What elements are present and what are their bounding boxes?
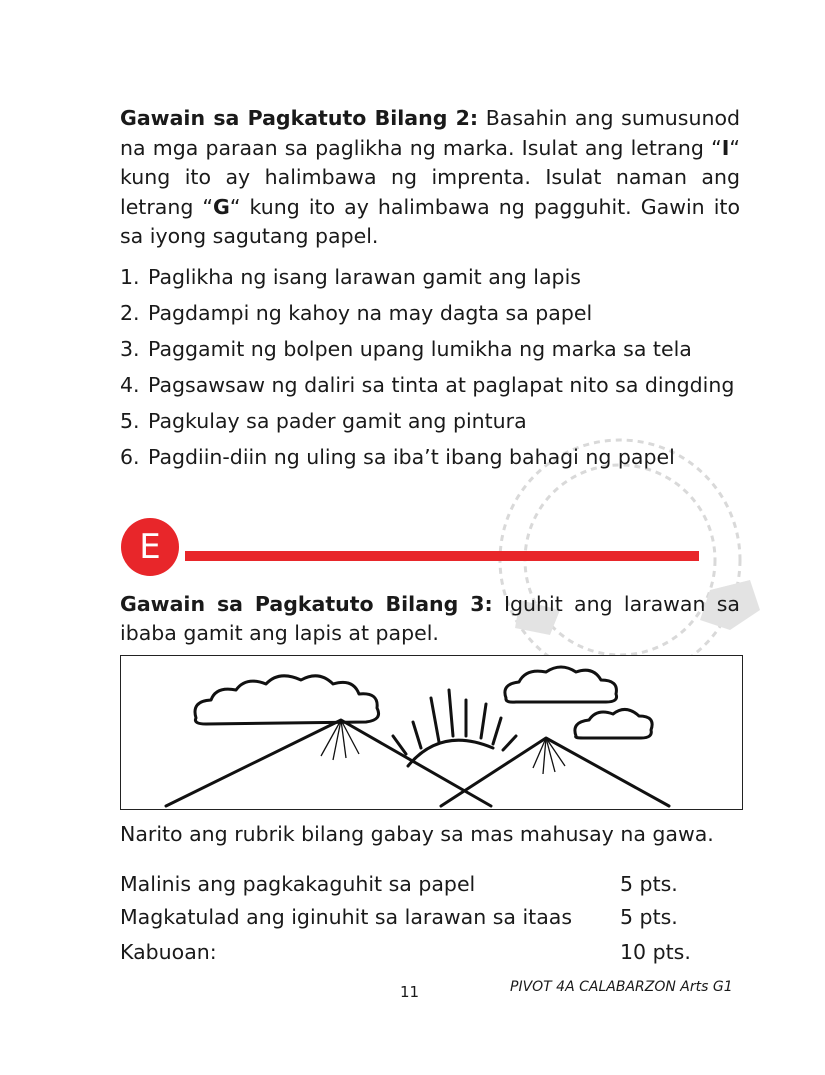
mark-making-list <box>120 264 740 480</box>
activity-2-text-part2: “ kung ito ay halimbawa ng imprenta. Isulat naman ang letrang “ <box>120 135 740 219</box>
list-item-number: 5. <box>120 409 140 433</box>
list-item <box>120 336 740 362</box>
rubric-criterion: Malinis ang pagkakaguhit sa papel <box>120 872 476 896</box>
list-item <box>120 408 740 434</box>
list-item-number: 3. <box>120 337 140 361</box>
section-divider-line <box>185 551 699 561</box>
list-item <box>120 300 740 326</box>
rubric-criterion: Magkatulad ang iginuhit sa larawan sa itaas <box>120 905 573 929</box>
list-item <box>120 444 740 470</box>
rubric-points: 5 pts. <box>620 872 678 896</box>
activity-3-instructions <box>120 590 740 648</box>
list-item-text: Pagkulay sa pader gamit ang pintura <box>148 409 527 433</box>
rubric-row <box>120 938 691 967</box>
list-item-text: Pagsawsaw ng daliri sa tinta at paglapat nito sa dingding <box>148 373 735 397</box>
list-item <box>120 264 740 290</box>
rubric-row <box>120 870 678 899</box>
list-item-text: Pagdiin-diin ng uling sa iba’t ibang bahagi ng papel <box>148 445 675 469</box>
footer-source: PIVOT 4A CALABARZON Arts G1 <box>510 979 733 995</box>
section-badge: E <box>121 518 179 576</box>
letter-g: G <box>213 194 230 219</box>
list-item-number: 1. <box>120 265 140 289</box>
reference-drawing-frame <box>120 655 743 810</box>
list-item-text: Pagdampi ng kahoy na may dagta sa papel <box>148 301 593 325</box>
list-item-text: Paglikha ng isang larawan gamit ang lapis <box>148 265 581 289</box>
letter-i: I <box>721 135 730 160</box>
rubric-points: 10 pts. <box>620 940 691 964</box>
activity-3-text: Iguhit ang larawan sa ibaba gamit ang lapis at papel. <box>120 592 740 645</box>
list-item-number: 6. <box>120 445 140 469</box>
list-item-number: 4. <box>120 373 140 397</box>
activity-2-text-part1: Basahin ang sumusunod na mga paraan sa paglikha ng marka. Isulat ang letrang “ <box>120 106 740 160</box>
page-number: 11 <box>400 983 420 1001</box>
rubric-points: 5 pts. <box>620 905 678 929</box>
list-item-text: Paggamit ng bolpen upang lumikha ng marka sa tela <box>148 337 692 361</box>
rubric-criterion: Kabuoan: <box>120 940 217 964</box>
activity-2-text-part3: “ kung ito ay halimbawa ng pagguhit. Gawin ito sa iyong sagutang papel. <box>120 194 740 248</box>
activity-2-instructions <box>120 104 740 252</box>
rubric-intro: Narito ang rubrik bilang gabay sa mas mahusay na gawa. <box>120 822 714 846</box>
list-item <box>120 372 740 398</box>
rubric-row <box>120 903 678 932</box>
activity-2-heading: Gawain sa Pagkatuto Bilang 2: <box>120 106 479 130</box>
activity-3-heading: Gawain sa Pagkatuto Bilang 3: <box>120 592 493 616</box>
mountains-sun-clouds-drawing <box>121 656 741 808</box>
list-item-number: 2. <box>120 301 140 325</box>
